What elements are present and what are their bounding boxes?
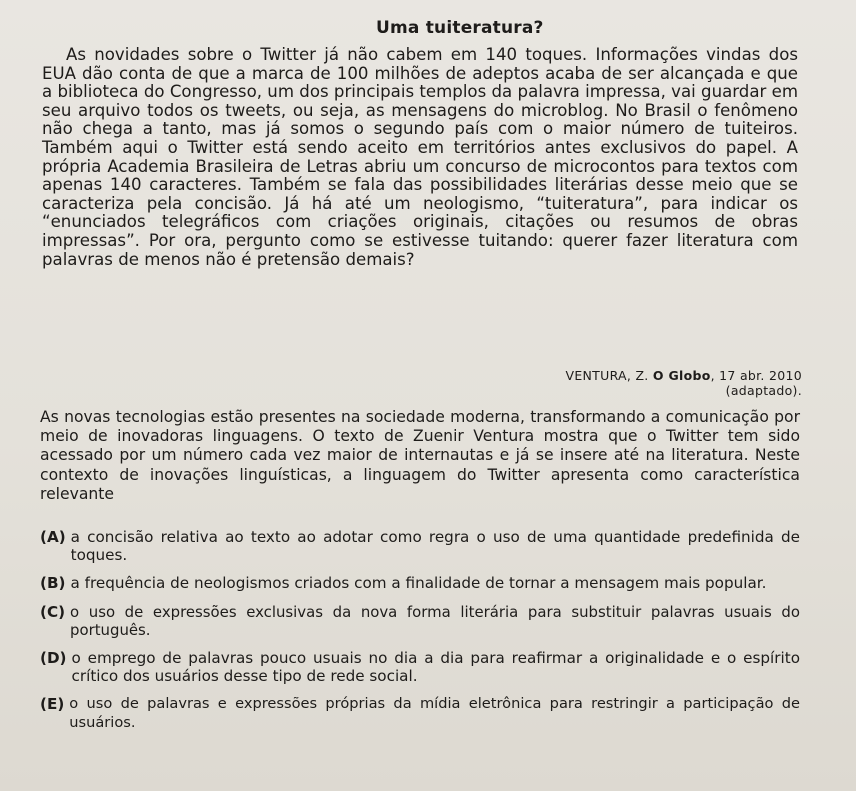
option-d[interactable] [40, 649, 800, 685]
option-text: o emprego de palavras pouco usuais no dia a dia para reafirmar a originalidade e o espírito crítico dos usuários desse tipo de rede social. [71, 649, 800, 686]
option-text: a frequência de neologismos criados com a finalidade de tornar a mensagem mais popular. [70, 574, 767, 593]
option-text: a concisão relativa ao texto ao adotar como regra o uso de uma quantidade predefinida de toques. [70, 528, 800, 565]
source-author: VENTURA, Z. [565, 368, 649, 383]
question-stem: As novas tecnologias estão presentes na sociedade moderna, transformando a comunicação por meio de inovadoras linguagens. O texto de Zuenir Ventura mostra que o Twitter tem sido acessado por um número cada vez maior de internautas e já se insere até na literatura. Neste contexto de inovações linguísticas, a linguagem do Twitter apresenta como característica relevante [40, 408, 800, 503]
source-line [565, 368, 802, 383]
source-newspaper: O Globo [652, 368, 711, 383]
option-text: o uso de palavras e expressões próprias da mídia eletrônica para restringir a participação de usuários. [69, 695, 800, 731]
source-date: , 17 abr. 2010 [710, 368, 802, 383]
option-b[interactable] [40, 574, 800, 592]
source-note: (adaptado). [725, 383, 802, 398]
article-title: Uma tuiteratura? [376, 18, 544, 38]
option-c[interactable] [40, 603, 800, 639]
answer-options [40, 528, 800, 742]
option-text: o uso de expressões exclusivas da nova forma literária para substituir palavras usuais do português. [70, 602, 800, 639]
article-body: As novidades sobre o Twitter já não cabem em 140 toques. Informações vindas dos EUA dão conta de que a marca de 100 milhões de adeptos acaba de ser alcançada e que a biblioteca do Congresso, um dos principais templos da palavra impressa, vai guardar em seu arquivo todos os tweets, ou seja, as mensagens do microblog. No Brasil o fenômeno não chega a tanto, mas já somos o segundo país com o maior número de tuiteiros. Também aqui o Twitter está sendo aceito em territórios antes exclusivos do papel. A própria Academia Brasileira de Letras abriu um concurso de microcontos para textos com apenas 140 caracteres. Também se fala das possibilidades literárias desse meio que se caracteriza pela concisão. Já há até um neologismo, “tuiteratura”, para indicar os “enunciados telegráficos com criações originais, citações ou resumos de obras impressas”. Por ora, pergunto como se estivesse tuitando: querer fazer literatura com palavras de menos não é pretensão demais? [42, 45, 798, 269]
option-letter: (B) [40, 574, 66, 593]
source-citation [565, 368, 802, 398]
option-letter: (C) [40, 602, 66, 621]
option-letter: (E) [40, 695, 65, 714]
option-e[interactable] [40, 695, 800, 731]
option-letter: (A) [40, 528, 66, 546]
option-a[interactable] [40, 528, 800, 564]
option-letter: (D) [40, 649, 67, 668]
